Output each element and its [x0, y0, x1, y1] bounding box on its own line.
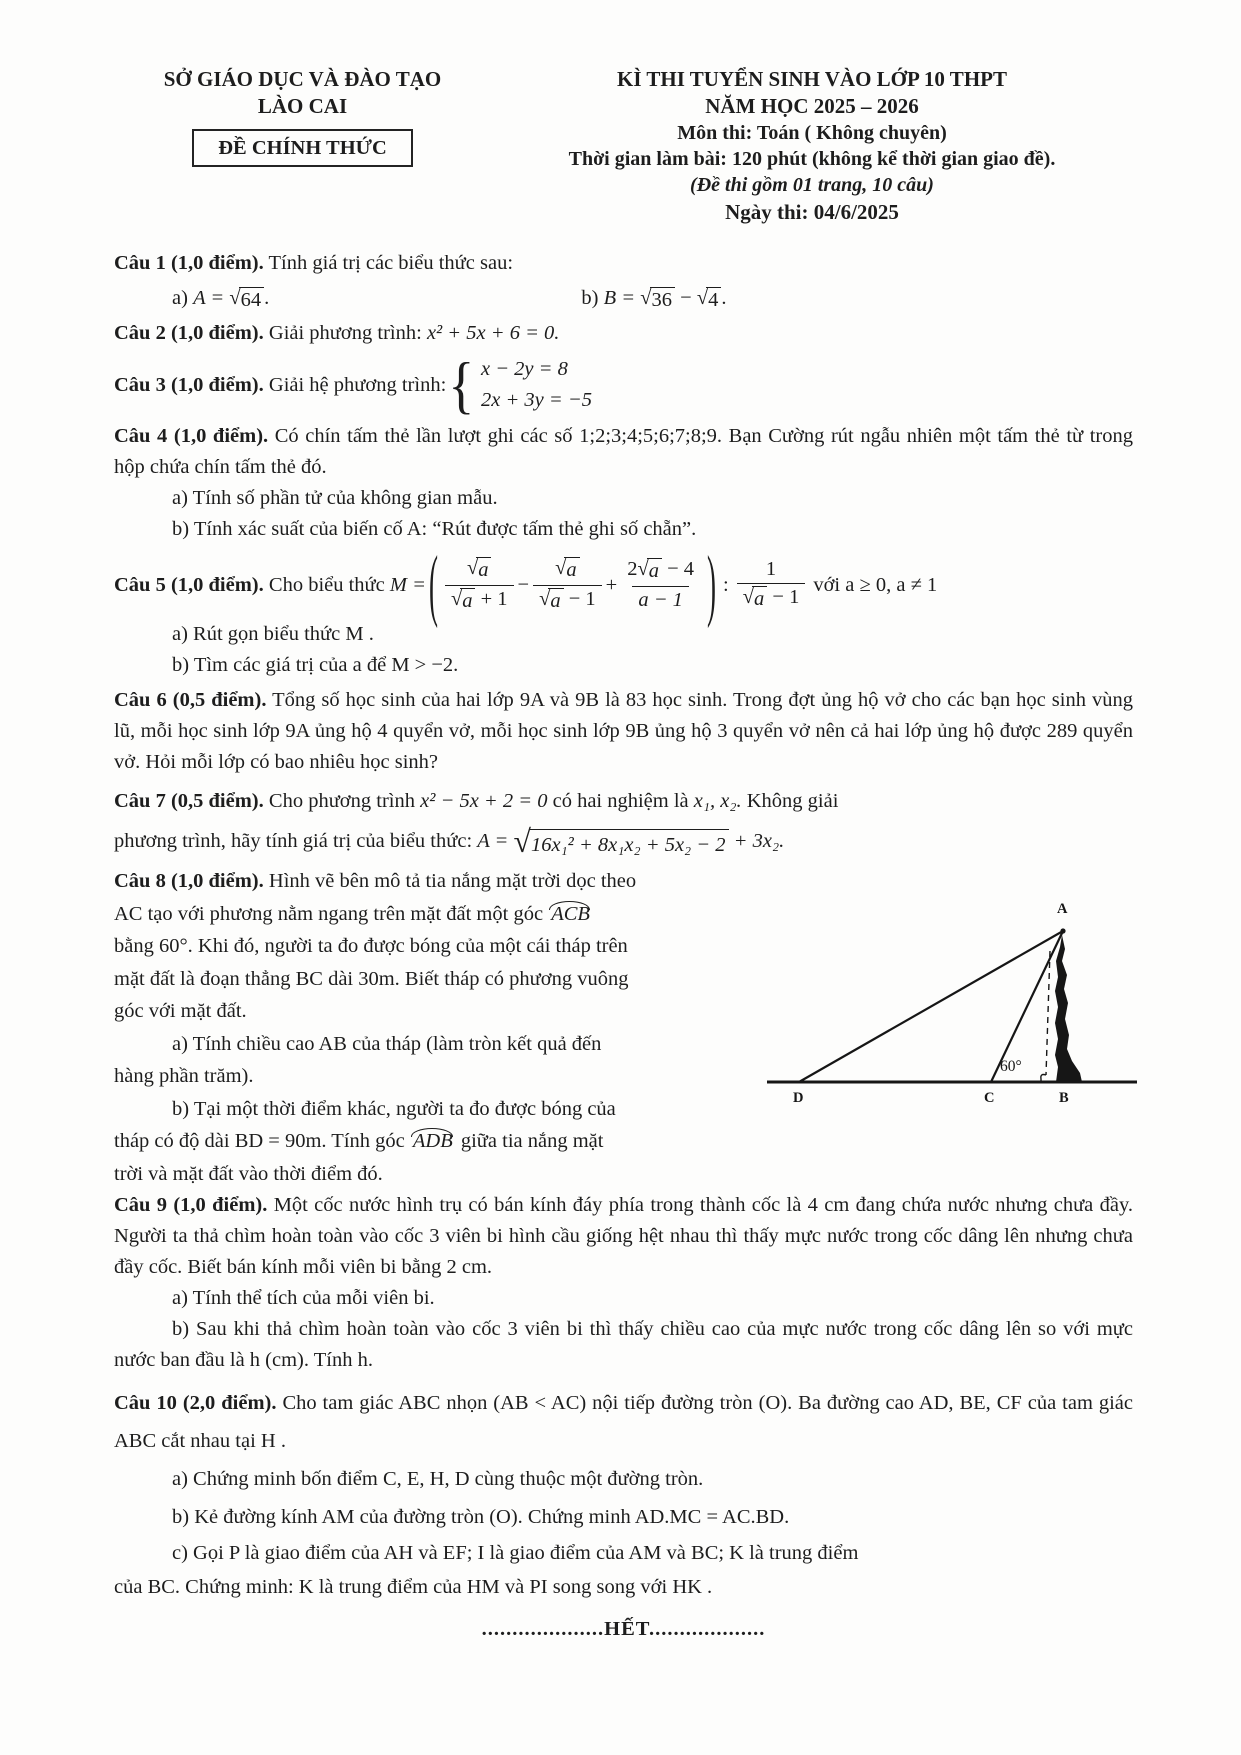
label-angle-60: 60° — [1000, 1058, 1022, 1076]
tower-shadow-figure — [703, 889, 1139, 1125]
q8-part-b-line2 — [114, 1125, 1133, 1158]
header-department-block — [114, 66, 491, 226]
department-line2: LÀO CAI — [257, 94, 348, 118]
radicand: 64 — [239, 287, 265, 313]
q10-part-c-line2: của BC. Chứng minh: K là trung điểm của HM và PI song song với HK . — [114, 1576, 713, 1599]
q3-number: Câu 3 (1,0 điểm). — [114, 373, 264, 396]
q1a-lhs: A = — [193, 287, 225, 309]
question-7 — [114, 786, 1133, 817]
radical-sign: √ — [466, 557, 479, 579]
den-rest: − 1 — [568, 587, 596, 610]
q1-part-b — [581, 283, 1133, 314]
q7-lead: Cho phương trình — [268, 790, 415, 813]
q5-number: Câu 5 (1,0 điểm). — [114, 573, 264, 596]
q5-M: M = — [389, 573, 426, 596]
q3-lead: Giải hệ phương trình: — [268, 373, 447, 396]
system-eq2: 2x + 3y = −5 — [481, 389, 592, 411]
q4-part-a: a) Tính số phần tử của không gian mẫu. — [172, 487, 498, 509]
q7-tail: Không giải — [746, 790, 839, 813]
q1a-label: a) — [172, 287, 188, 309]
header — [114, 66, 1133, 226]
q9-part-a: a) Tính thể tích của mỗi viên bi. — [172, 1287, 435, 1310]
label-B: B — [1059, 1090, 1069, 1107]
radicand: a — [548, 588, 563, 614]
num-rest: − 4 — [667, 558, 695, 581]
fraction-3 — [621, 556, 700, 614]
question-3 — [114, 349, 1133, 420]
question-6 — [114, 685, 1133, 778]
tower-outline-dashed — [1046, 951, 1050, 1075]
system-brace: { — [448, 349, 475, 420]
question-9 — [114, 1190, 1133, 1283]
q5-lead: Cho biểu thức — [268, 573, 385, 596]
q5-part-b: b) Tìm các giá trị của a để M > −2. — [172, 654, 459, 677]
q1-parts — [114, 283, 1133, 314]
q2-number: Câu 2 (1,0 điểm). — [114, 322, 264, 344]
fraction-1 — [445, 555, 514, 615]
fraction-4 — [737, 556, 806, 614]
q8-number: Câu 8 (1,0 điểm). — [114, 870, 264, 893]
radicand: a — [647, 558, 662, 584]
apex-point — [1060, 929, 1065, 934]
radical-sign: √ — [696, 287, 709, 309]
angle-ADB: ADB — [410, 1130, 456, 1152]
q6-number: Câu 6 (0,5 điểm). — [114, 689, 267, 712]
q1a-dot: . — [264, 287, 270, 309]
radicand: 4 — [706, 287, 721, 313]
q10-text: Cho tam giác ABC nhọn (AB < AC) nội tiếp đường tròn (O). Ba đường cao AD, BE, CF của tam giác ABC cắt nhau tại H . — [114, 1392, 1133, 1453]
question-2 — [114, 318, 1133, 349]
q10-number: Câu 10 (2,0 điểm). — [114, 1392, 277, 1415]
exam-pages-note: (Đề thi gồm 01 trang, 10 câu) — [690, 174, 934, 196]
q4-text: Có chín tấm thẻ lần lượt ghi các số 1;2;3;4;5;6;7;8;9. Bạn Cường rút ngẫu nhiên một tấm thẻ từ trong hộp chứa chín tấm thẻ đó. — [114, 425, 1133, 478]
sqrt-64 — [229, 287, 264, 313]
q2-equation: x² + 5x + 6 = 0. — [426, 322, 560, 344]
q7-roots: x₁, x₂. — [693, 790, 742, 813]
q8-part-a-line1: a) Tính chiều cao AB của tháp (làm tròn kết quả đến — [172, 1032, 602, 1055]
tower-silhouette — [1055, 935, 1082, 1082]
minus-sign: − — [517, 573, 530, 596]
radical-sign: √ — [539, 587, 551, 610]
radical-sign: √ — [640, 287, 652, 309]
q2-lead: Giải phương trình: — [268, 322, 422, 344]
radical-sign: √ — [450, 587, 463, 610]
radicand: a — [460, 588, 475, 614]
q1-part-a — [114, 283, 581, 314]
ray-DA — [799, 931, 1063, 1082]
q8-line5: góc với mặt đất. — [114, 1000, 247, 1023]
big-radical — [513, 823, 729, 859]
q7-number: Câu 7 (0,5 điểm). — [114, 790, 264, 813]
q8-part-a-line2: hàng phần trăm). — [114, 1065, 254, 1088]
question-10 — [114, 1384, 1133, 1460]
open-paren: ( — [428, 538, 438, 629]
exam-title: KÌ THI TUYỂN SINH VÀO LỚP 10 THPT — [617, 67, 1007, 91]
q9-number: Câu 9 (1,0 điểm). — [114, 1194, 268, 1217]
num-coef: 2 — [627, 558, 638, 581]
system-eq1: x − 2y = 8 — [481, 358, 568, 380]
question-8 — [114, 865, 1133, 1190]
label-C: C — [984, 1090, 995, 1107]
den-rest: − 1 — [772, 586, 800, 609]
system-equations — [481, 354, 592, 416]
radicand: a — [564, 557, 579, 583]
page-content — [114, 66, 1133, 1645]
q8-l1: Hình vẽ bên mô tả tia nắng mặt trời dọc theo — [268, 870, 637, 893]
radical-sign: √ — [637, 558, 649, 581]
q1-lead: Tính giá trị các biểu thức sau: — [268, 252, 514, 274]
q8-l9b: giữa tia nắng mặt — [460, 1130, 604, 1153]
q3-equation-system — [446, 349, 592, 420]
q8-line3: bằng 60°. Khi đó, người ta đo được bóng của một cái tháp trên — [114, 935, 628, 958]
radical-sign: √ — [229, 287, 241, 309]
q7-equation: x² − 5x + 2 = 0 — [420, 790, 548, 813]
end-marker: ....................HẾT................... — [481, 1618, 766, 1641]
sqrt-4 — [697, 287, 722, 313]
q10-part-c-line1: c) Gọi P là giao điểm của AH và EF; I là giao điểm của AM và BC; K là trung điểm — [172, 1542, 859, 1565]
minus-sign: − — [680, 287, 692, 309]
q9-part-b: b) Sau khi thả chìm hoàn toàn vào cốc 3 viên bi thì thấy chiều cao của mực nước trong cốc dâng lên so với mực nước ban đầu là h (cm). Tính h. — [114, 1318, 1133, 1372]
sqrt-36 — [640, 287, 675, 313]
q7-mid: có hai nghiệm là — [552, 790, 689, 813]
radical-sign: √ — [742, 586, 755, 609]
exam-duration: Thời gian làm bài: 120 phút (không kể thời gian giao đề). — [568, 148, 1056, 170]
question-4 — [114, 421, 1133, 483]
q1-title-line — [114, 248, 1133, 279]
q8-part-b-line1: b) Tại một thời điểm khác, người ta đo được bóng của — [172, 1097, 616, 1120]
q5-part-a: a) Rút gọn biểu thức M . — [172, 623, 374, 646]
label-D: D — [793, 1090, 804, 1107]
radicand: 16x₁² + 8x₁x₂ + 5x₂ − 2 — [529, 829, 729, 858]
fraction-2 — [533, 555, 602, 615]
q10-part-a: a) Chứng minh bốn điểm C, E, H, D cùng thuộc một đường tròn. — [172, 1468, 704, 1491]
q8-l9a: tháp có độ dài BD = 90m. Tính góc — [114, 1130, 405, 1153]
q1-number: Câu 1 (1,0 điểm). — [114, 252, 264, 274]
radical-sign: √ — [555, 557, 567, 579]
question-1 — [114, 248, 1133, 314]
den: a − 1 — [632, 586, 689, 614]
official-exam-box: ĐỀ CHÍNH THỨC — [192, 129, 413, 167]
q1b-label: b) — [581, 287, 599, 309]
q7-expression-line — [114, 823, 1133, 859]
exam-year: NĂM HỌC 2025 – 2026 — [705, 94, 919, 118]
question-5 — [114, 538, 1133, 629]
close-paren: ) — [707, 538, 717, 629]
q7-A-equals: A = — [477, 830, 509, 853]
q8-l2a: AC tạo với phương nằm ngang trên mặt đất một góc — [114, 902, 544, 925]
label-A: A — [1057, 901, 1068, 918]
q4-part-b: b) Tính xác suất của biến cố A: “Rút được tấm thẻ ghi số chẵn”. — [172, 518, 697, 540]
radicand: a — [476, 557, 491, 583]
radical-sign: √ — [513, 823, 531, 859]
q7-line2-lead: phương trình, hãy tính giá trị của biểu thức: — [114, 830, 473, 853]
header-exam-block — [491, 66, 1133, 226]
q8-part-b-line3: trời và mặt đất vào thời điểm đó. — [114, 1162, 383, 1185]
q6-text: Tổng số học sinh của hai lớp 9A và 9B là 83 học sinh. Trong đợt ủng hộ vở cho các bạn học sinh vùng lũ, mỗi học sinh lớp 9A ủng hộ 4 quyển vở, mỗi học sinh lớp 9B ủng hộ 3 quyển vở nên cả hai lớp ủng hộ được 289 quyển vở. Hỏi mỗi lớp có bao nhiêu học sinh? — [114, 689, 1133, 774]
q7-post: + 3x₂. — [733, 830, 785, 853]
exam-date: Ngày thi: 04/6/2025 — [725, 200, 899, 224]
angle-ACB: ACB — [548, 903, 593, 925]
q10-part-b: b) Kẻ đường kính AM của đường tròn (O). Chứng minh AD.MC = AC.BD. — [172, 1506, 790, 1529]
exam-subject: Môn thi: Toán ( Không chuyên) — [677, 122, 947, 144]
department-line1: SỞ GIÁO DỤC VÀ ĐÀO TẠO — [163, 67, 442, 91]
q9-text: Một cốc nước hình trụ có bán kính đáy phía trong thành cốc là 4 cm đang chứa nước nhưng chưa đầy. Người ta thả chìm hoàn toàn vào cốc 3 viên bi hình cầu giống hệt nhau thì thấy mực nước trong cốc dâng lên nhưng chưa đầy cốc. Biết bán kính mỗi viên bi bằng 2 cm. — [114, 1194, 1133, 1279]
q1b-dot: . — [721, 287, 727, 309]
q4-number: Câu 4 (1,0 điểm). — [114, 425, 269, 447]
plus-sign: + — [605, 573, 618, 596]
radicand: a — [752, 586, 767, 612]
q8-line4: mặt đất là đoạn thẳng BC dài 30m. Biết tháp có phương vuông — [114, 967, 629, 990]
num: 1 — [765, 558, 777, 581]
divide-colon: : — [723, 573, 729, 596]
radicand: 36 — [650, 287, 676, 313]
q1b-lhs: B = — [603, 287, 636, 309]
q5-condition: với a ≥ 0, a ≠ 1 — [813, 573, 938, 596]
den-rest: + 1 — [480, 587, 508, 610]
